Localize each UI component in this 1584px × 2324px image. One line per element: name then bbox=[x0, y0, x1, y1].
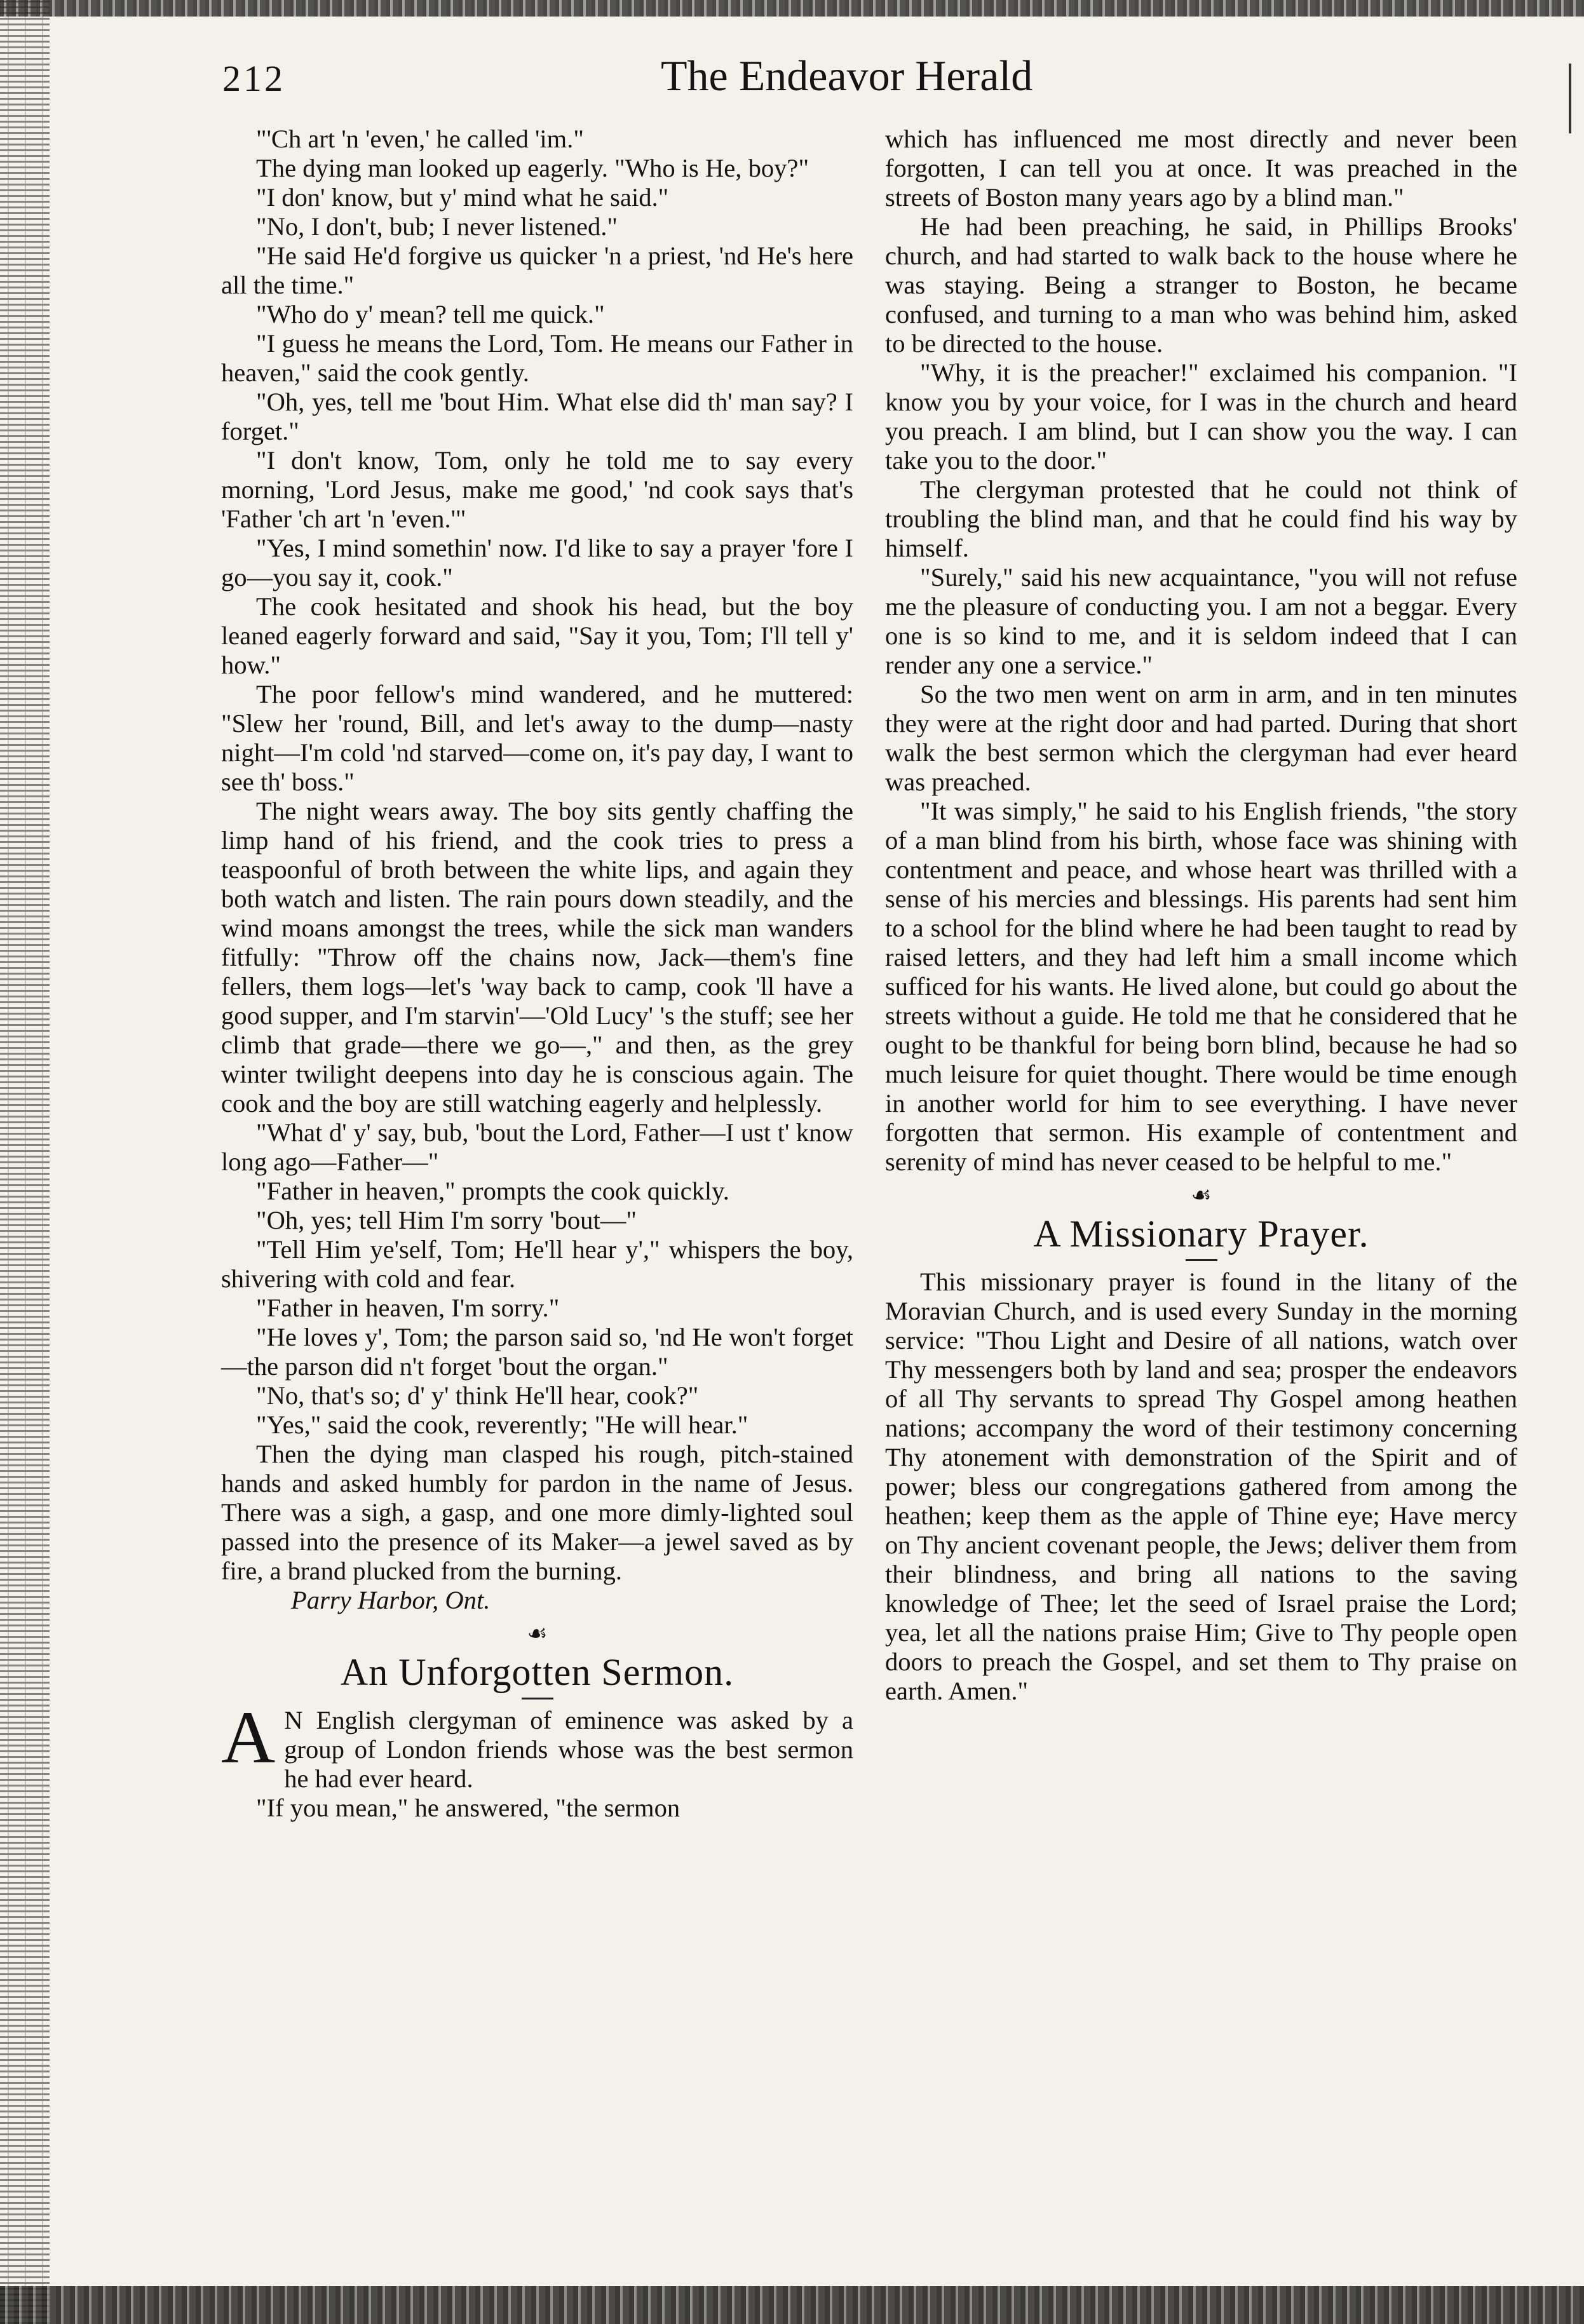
dropcap-paragraph-text: N English clergyman of eminence was asked by a group of London friends whose was the best sermon he had ever heard. bbox=[284, 1706, 853, 1793]
paragraph: "He loves y', Tom; the parson said so, 'nd He won't forget—the parson did n't forget 'bout the organ." bbox=[221, 1323, 853, 1381]
paragraph: "Who do y' mean? tell me quick." bbox=[256, 300, 605, 328]
paragraph: So the two men went on arm in arm, and in ten minutes they were at the right door and had parted. During that short walk the best sermon which the clergyman had ever heard was preached. bbox=[885, 680, 1517, 796]
paragraph: The cook hesitated and shook his head, but the boy leaned eagerly forward and said, "Say it you, Tom; I'll tell y' how." bbox=[221, 592, 853, 679]
paragraph: "Yes," said the cook, reverently; "He will hear." bbox=[256, 1410, 748, 1439]
paragraph: This missionary prayer is found in the litany of the Moravian Church, and is used every Sunday in the morning service: "Thou Light and Desire of all nations, watch over Thy messengers both by land and sea; prosper the endeavors of all Thy servants to spread Thy Gospel among heathen nations; accompany the word of their testimony concerning Thy atonement with demonstration of the Spirit and of power; bless our congregations gathered from among the heathen; keep them as the apple of Thine eye; Have mercy on Thy ancient covenant people, the Jews; deliver them from their blindness, and bring all nations to the saving knowledge of Thee; let the seed of Israel praise the Lord; yea, let all the nations praise Him; Give to Thy people open doors to preach the Gospel, and set them to Thy praise on earth. Amen." bbox=[885, 1267, 1517, 1705]
section-title: An Unforgotten Sermon. bbox=[340, 1651, 734, 1693]
ornament-icon: ☙ bbox=[527, 1621, 548, 1646]
section-title: A Missionary Prayer. bbox=[1033, 1213, 1369, 1255]
right-column bbox=[885, 125, 1517, 1706]
drop-cap: A bbox=[221, 1696, 276, 1779]
paragraph: Then the dying man clasped his rough, pitch-stained hands and asked humbly for pardon in the name of Jesus. There was a sigh, a gasp, and one more dimly-lighted soul passed into the presence of its Maker—a jewel saved as by fire, a brand plucked from the burning. bbox=[221, 1440, 853, 1585]
paragraph: "No, I don't, bub; I never listened." bbox=[256, 212, 618, 241]
paragraph: "Father in heaven," prompts the cook quickly. bbox=[256, 1177, 729, 1205]
paragraph: "Tell Him ye'self, Tom; He'll hear y'," whispers the boy, shivering with cold and fear. bbox=[221, 1235, 853, 1293]
paragraph: "I guess he means the Lord, Tom. He means our Father in heaven," said the cook gently. bbox=[221, 329, 853, 387]
paragraph: "What d' y' say, bub, 'bout the Lord, Father—I ust t' know long ago—Father—" bbox=[221, 1118, 853, 1176]
paragraph: "I don't know, Tom, only he told me to say every morning, 'Lord Jesus, make me good,' 'nd cook says that's 'Father 'ch art 'n 'even.'" bbox=[221, 446, 853, 533]
page-edge-left bbox=[0, 0, 50, 2324]
paragraph: "It was simply," he said to his English friends, "the story of a man blind from his birth, whose face was shining with contentment and peace, and whose heart was thrilled with a sense of his mercies and blessings. His parents had sent him to a school for the blind where he had been taught to read by raised letters, and they had left him a small income which sufficed for his wants. He lived alone, but could go about the streets without a guide. He told me that he considered that he ought to be thankful for being born blind, because he had so much leisure for quiet thought. There would be time enough in another world for him to see everything. I have never forgotten that sermon. His example of contentment and serenity of mind has never ceased to be helpful to me." bbox=[885, 797, 1517, 1176]
continuation-paragraph: which has influenced me most directly and never been forgotten, I can tell you at once. It was preached in the streets of Boston many years ago by a blind man." bbox=[885, 125, 1517, 212]
title-rule bbox=[522, 1698, 553, 1699]
paragraph: "I don' know, but y' mind what he said." bbox=[256, 183, 669, 212]
page-edge-bottom bbox=[0, 2286, 1584, 2324]
margin-rule bbox=[1569, 64, 1571, 133]
paragraph: "He said He'd forgive us quicker 'n a priest, 'nd He's here all the time." bbox=[221, 241, 853, 299]
page-header bbox=[222, 38, 1506, 127]
paragraph: The night wears away. The boy sits gently chaffing the limp hand of his friend, and the cook tries to press a teaspoonful of broth between the white lips, and again they both watch and listen. The rain pours down steadily, and the wind moans amongst the trees, while the sick man wanders fitfully: "Throw off the chains now, Jack—them's fine fellers, them logs—let's 'way back to camp, cook 'll have a good supper, and I'm starvin'—'Old Lucy' 's the stuff; see her climb that grade—there we go—," and then, as the grey winter twilight deepens into day he is conscious again. The cook and the boy are still watching eagerly and helplessly. bbox=[221, 797, 853, 1118]
paragraph: The dying man looked up eagerly. "Who is He, boy?" bbox=[256, 154, 809, 182]
paragraph: "Why, it is the preacher!" exclaimed his companion. "I know you by your voice, for I was in the church and heard you preach. I am blind, but I can show you the way. I can take you to the door." bbox=[885, 358, 1517, 475]
paragraph: "'Ch art 'n 'even,' he called 'im." bbox=[256, 125, 584, 153]
title-rule bbox=[1186, 1259, 1217, 1261]
page-edge-top bbox=[0, 0, 1584, 17]
paragraph: "Surely," said his new acquaintance, "you will not refuse me the pleasure of conducting you. I am not a beggar. Every one is so kind to me, and it is seldom indeed that I can render any one a service." bbox=[885, 563, 1517, 679]
page-number: 212 bbox=[222, 58, 285, 99]
ornament-icon: ☙ bbox=[1191, 1182, 1212, 1208]
paragraph: "Oh, yes, tell me 'bout Him. What else did th' man say? I forget." bbox=[221, 388, 853, 445]
paragraph: "If you mean," he answered, "the sermon bbox=[256, 1794, 680, 1822]
paragraph: "Yes, I mind somethin' now. I'd like to say a prayer 'fore I go—you say it, cook." bbox=[221, 534, 853, 591]
left-column bbox=[221, 125, 853, 1823]
article-signature: Parry Harbor, Ont. bbox=[291, 1586, 491, 1614]
dropcap-paragraph bbox=[221, 1696, 853, 1794]
paragraph: "Father in heaven, I'm sorry." bbox=[256, 1294, 560, 1322]
masthead-title: The Endeavor Herald bbox=[661, 51, 1033, 100]
paragraph: He had been preaching, he said, in Phillips Brooks' church, and had started to walk back to the house where he was staying. Being a stranger to Boston, he became confused, and turning to a man who was behind him, asked to be directed to the house. bbox=[885, 212, 1517, 358]
paragraph: The clergyman protested that he could not think of troubling the blind man, and that he could find his way by himself. bbox=[885, 475, 1517, 562]
paragraph: The poor fellow's mind wandered, and he muttered: "Slew her 'round, Bill, and let's away to the dump—nasty night—I'm cold 'nd starved—come on, it's pay day, I want to see th' boss." bbox=[221, 680, 853, 796]
paragraph: "Oh, yes; tell Him I'm sorry 'bout—" bbox=[256, 1206, 637, 1234]
paragraph: "No, that's so; d' y' think He'll hear, cook?" bbox=[256, 1381, 699, 1410]
